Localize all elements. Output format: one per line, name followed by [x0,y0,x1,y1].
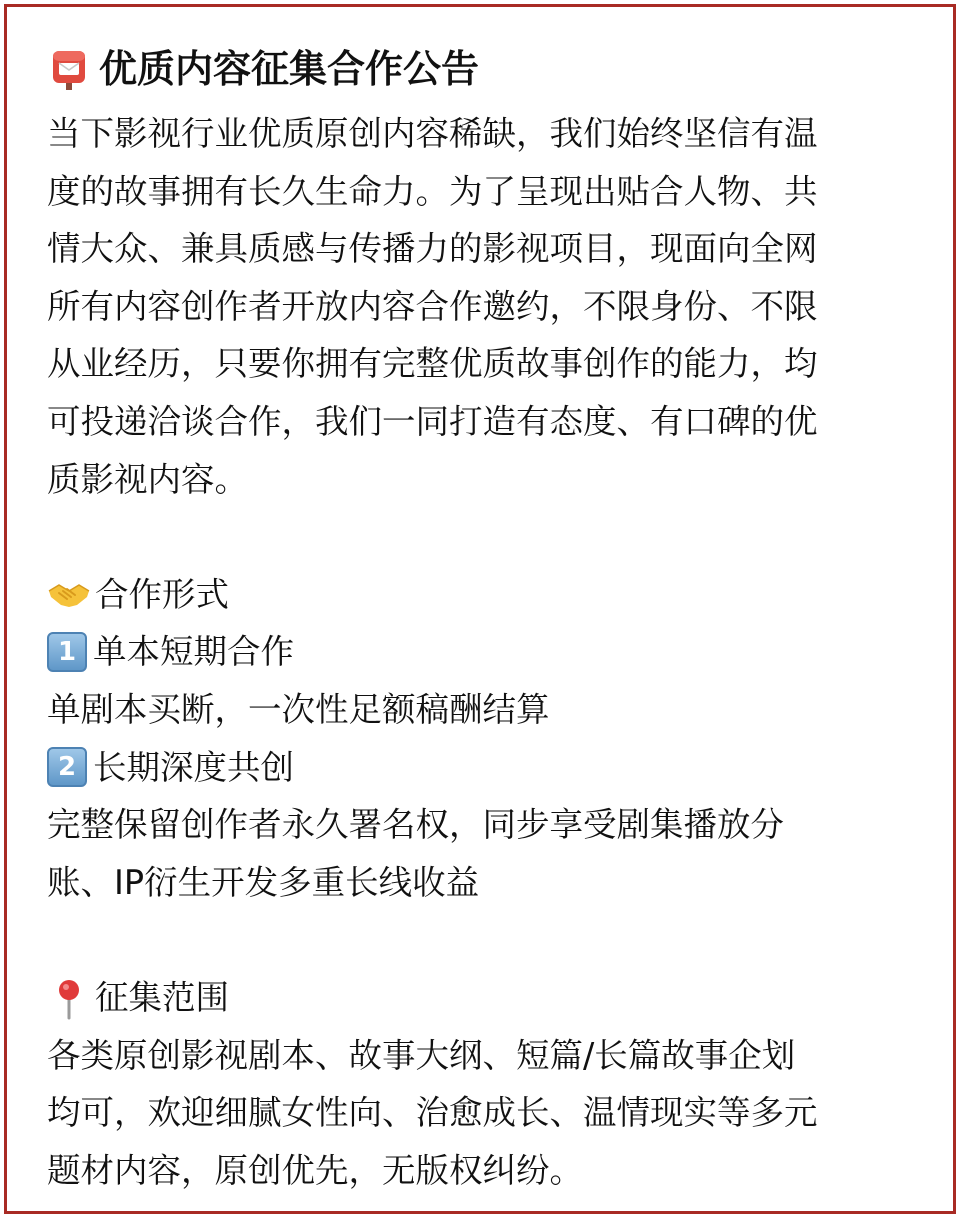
spacer [47,508,937,566]
pin-icon [47,976,91,1020]
cooperation-item-desc: 账、IP衍生开发多重长线收益 [47,862,480,902]
cooperation-item-title: 单本短期合作 [93,632,294,672]
intro-line: 可投递洽谈合作，我们一同打造有态度、有口碑的优 [47,401,818,441]
intro-line: 质影视内容。 [47,459,248,499]
notice-content [47,41,937,1199]
keycap-1-icon: 1 [47,632,87,672]
mailbox-icon [47,47,91,91]
scope-heading-text: 征集范围 [95,977,229,1017]
keycap-2-icon: 2 [47,747,87,787]
intro-line: 所有内容创作者开放内容合作邀约，不限身份、不限 [47,286,818,326]
handshake-icon [47,573,91,617]
cooperation-heading-text: 合作形式 [95,574,229,614]
notice-title [47,41,937,97]
intro-line: 当下影视行业优质原创内容稀缺，我们始终坚信有温 [47,114,818,153]
intro-line: 度的故事拥有长久生命力。为了呈现出贴合人物、共 [47,171,818,211]
cooperation-item-title: 长期深度共创 [93,747,294,787]
scope-line: 各类原创影视剧本、故事大纲、短篇/长篇故事企划 [47,1035,796,1075]
scope-heading [47,969,937,1027]
intro-line: 情大众、兼具质感与传播力的影视项目，现面向全网 [47,229,818,269]
cooperation-item-desc: 单剧本买断，一次性足额稿酬结算 [47,689,550,729]
intro-paragraph [47,105,937,508]
scope-line: 题材内容，原创优先，无版权纠纷。 [47,1150,583,1190]
spacer [47,911,937,969]
cooperation-item-1-title [47,623,937,681]
notice-title-text: 优质内容征集合作公告 [99,47,480,91]
cooperation-item-2-title [47,739,937,797]
intro-line: 从业经历，只要你拥有完整优质故事创作的能力，均 [47,344,818,384]
cooperation-item-desc: 完整保留创作者永久署名权，同步享受剧集播放分 [47,805,784,845]
notice-frame [4,4,956,1214]
scope-line: 均可，欢迎细腻女性向、治愈成长、温情现实等多元 [47,1093,818,1133]
cooperation-heading [47,566,937,624]
